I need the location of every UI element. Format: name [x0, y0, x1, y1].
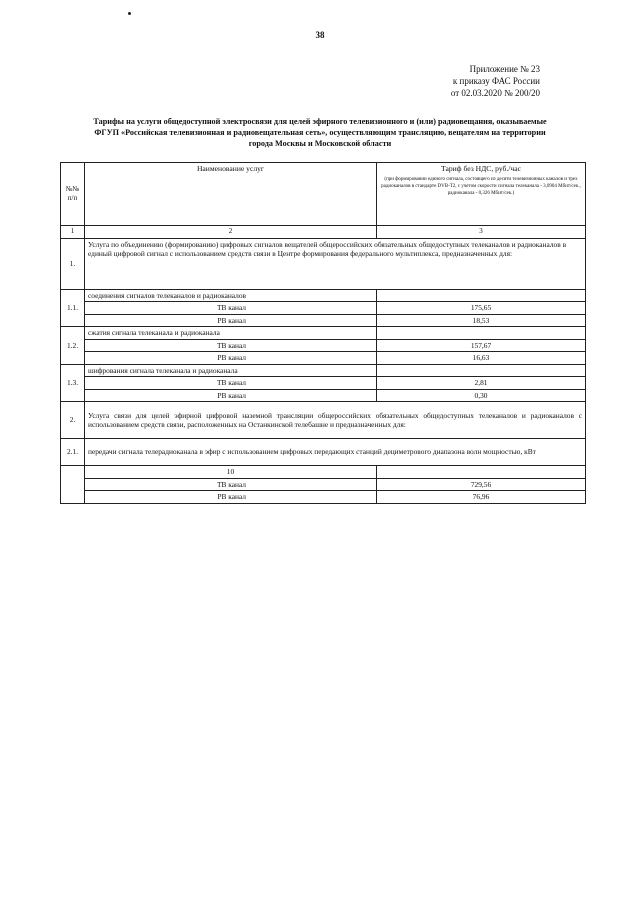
table-row	[61, 389, 586, 402]
item-2-1-row	[61, 439, 586, 466]
table-header-row	[61, 163, 586, 226]
tariff-table	[60, 162, 586, 504]
table-row	[61, 314, 586, 327]
item-1-3-num: 1.3.	[61, 364, 85, 402]
power-row	[61, 466, 586, 479]
item-1-1-row	[61, 289, 586, 302]
scan-speck	[128, 12, 131, 15]
page-number: 38	[315, 30, 325, 40]
title-line-1: Тарифы на услуги общедоступной электросвязи для целей эфирного телевизионного и (или) радиовещания, оказываемые	[93, 117, 547, 126]
header-tariff	[377, 163, 586, 226]
item-2-1-rv-value: 76,96	[377, 491, 586, 504]
section-1-row	[61, 238, 586, 289]
item-1-2-tv-value: 157,67	[377, 339, 586, 352]
item-2-1-tv-value: 729,56	[377, 478, 586, 491]
section-2-num: 2.	[61, 402, 85, 439]
item-1-1-rv-value: 18,53	[377, 314, 586, 327]
item-2-1-tv-label: ТВ канал	[85, 478, 377, 491]
item-2-1-label: передачи сигнала телерадиоканала в эфир с использованием цифровых передающих станций дециметрового диапазона волн мощностью, кВт	[85, 439, 586, 466]
item-1-3-tv-label: ТВ канал	[85, 377, 377, 390]
col-number-1: 1	[61, 226, 85, 239]
item-1-2-rv-label: РВ канал	[85, 352, 377, 365]
item-1-1-tv-label: ТВ канал	[85, 302, 377, 315]
section-2-text: Услуга связи для целей эфирной цифровой наземной трансляции общероссийских обязательных общедоступных телеканалов и радиоканалов с использованием средств связи, расположенных на Останкинской телебашне и предназначенных для:	[85, 402, 586, 439]
item-1-3-label: шифрования сигнала телеканала и радиоканала	[85, 364, 377, 377]
table-row	[61, 302, 586, 315]
table-row	[61, 478, 586, 491]
table-row	[61, 352, 586, 365]
item-1-2-rv-value: 16,63	[377, 352, 586, 365]
item-2-1-power-spacer	[377, 466, 586, 479]
item-1-2-spacer	[377, 327, 586, 340]
title-line-2: ФГУП «Российская телевизионная и радиовещательная сеть», осуществляющим трансляцию, вещателям на территории	[94, 128, 546, 137]
item-2-1-blank	[61, 466, 85, 504]
item-1-1-spacer	[377, 289, 586, 302]
item-1-2-num: 1.2.	[61, 327, 85, 365]
section-1-text: Услуга по объединению (формированию) цифровых сигналов вещателей общероссийских обязательных общедоступных телеканалов и радиоканалов в единый цифровой сигнал с использованием средств связи в Центре формирования федерального мультиплекса, предназначенных для:	[85, 238, 586, 289]
item-1-1-label: соединения сигналов телеканалов и радиоканалов	[85, 289, 377, 302]
item-1-2-label: сжатия сигнала телеканала и радиоканала	[85, 327, 377, 340]
table-row	[61, 339, 586, 352]
item-1-3-rv-label: РВ канал	[85, 389, 377, 402]
item-2-1-power: 10	[85, 466, 377, 479]
header-tariff-label: Тариф без НДС, руб./час	[441, 164, 521, 173]
item-1-3-tv-value: 2,81	[377, 377, 586, 390]
appendix-line-3: от 02.03.2020 № 200/20	[450, 88, 540, 98]
item-1-1-num: 1.1.	[61, 289, 85, 327]
table-row	[61, 491, 586, 504]
header-service: Наименование услуг	[85, 163, 377, 226]
title-line-3: города Москвы и Московской области	[248, 139, 392, 148]
item-2-1-rv-label: РВ канал	[85, 491, 377, 504]
table-row	[61, 377, 586, 390]
document-title	[80, 116, 560, 149]
item-1-3-row	[61, 364, 586, 377]
column-numbers-row	[61, 226, 586, 239]
section-2-row	[61, 402, 586, 439]
appendix-line-1: Приложение № 23	[469, 64, 540, 74]
header-tariff-note: (при формировании единого сигнала, состоящего из десяти телевизионных каналов и трех радиоканалов в стандарте DVB-T2, с учетом скорости сигнала телеканала - 3,0904 Мбит/сек., радиоканала - 0,326 Мбит/сек.)	[381, 176, 581, 196]
item-1-3-rv-value: 0,30	[377, 389, 586, 402]
appendix-block	[451, 63, 540, 99]
item-1-1-rv-label: РВ канал	[85, 314, 377, 327]
item-1-1-tv-value: 175,65	[377, 302, 586, 315]
item-1-2-row	[61, 327, 586, 340]
col-number-2: 2	[85, 226, 377, 239]
col-number-3: 3	[377, 226, 586, 239]
item-1-3-spacer	[377, 364, 586, 377]
item-1-2-tv-label: ТВ канал	[85, 339, 377, 352]
appendix-line-2: к приказу ФАС России	[452, 76, 540, 86]
header-num: №№ п/п	[61, 163, 85, 226]
section-1-num: 1.	[61, 238, 85, 289]
item-2-1-num: 2.1.	[61, 439, 85, 466]
